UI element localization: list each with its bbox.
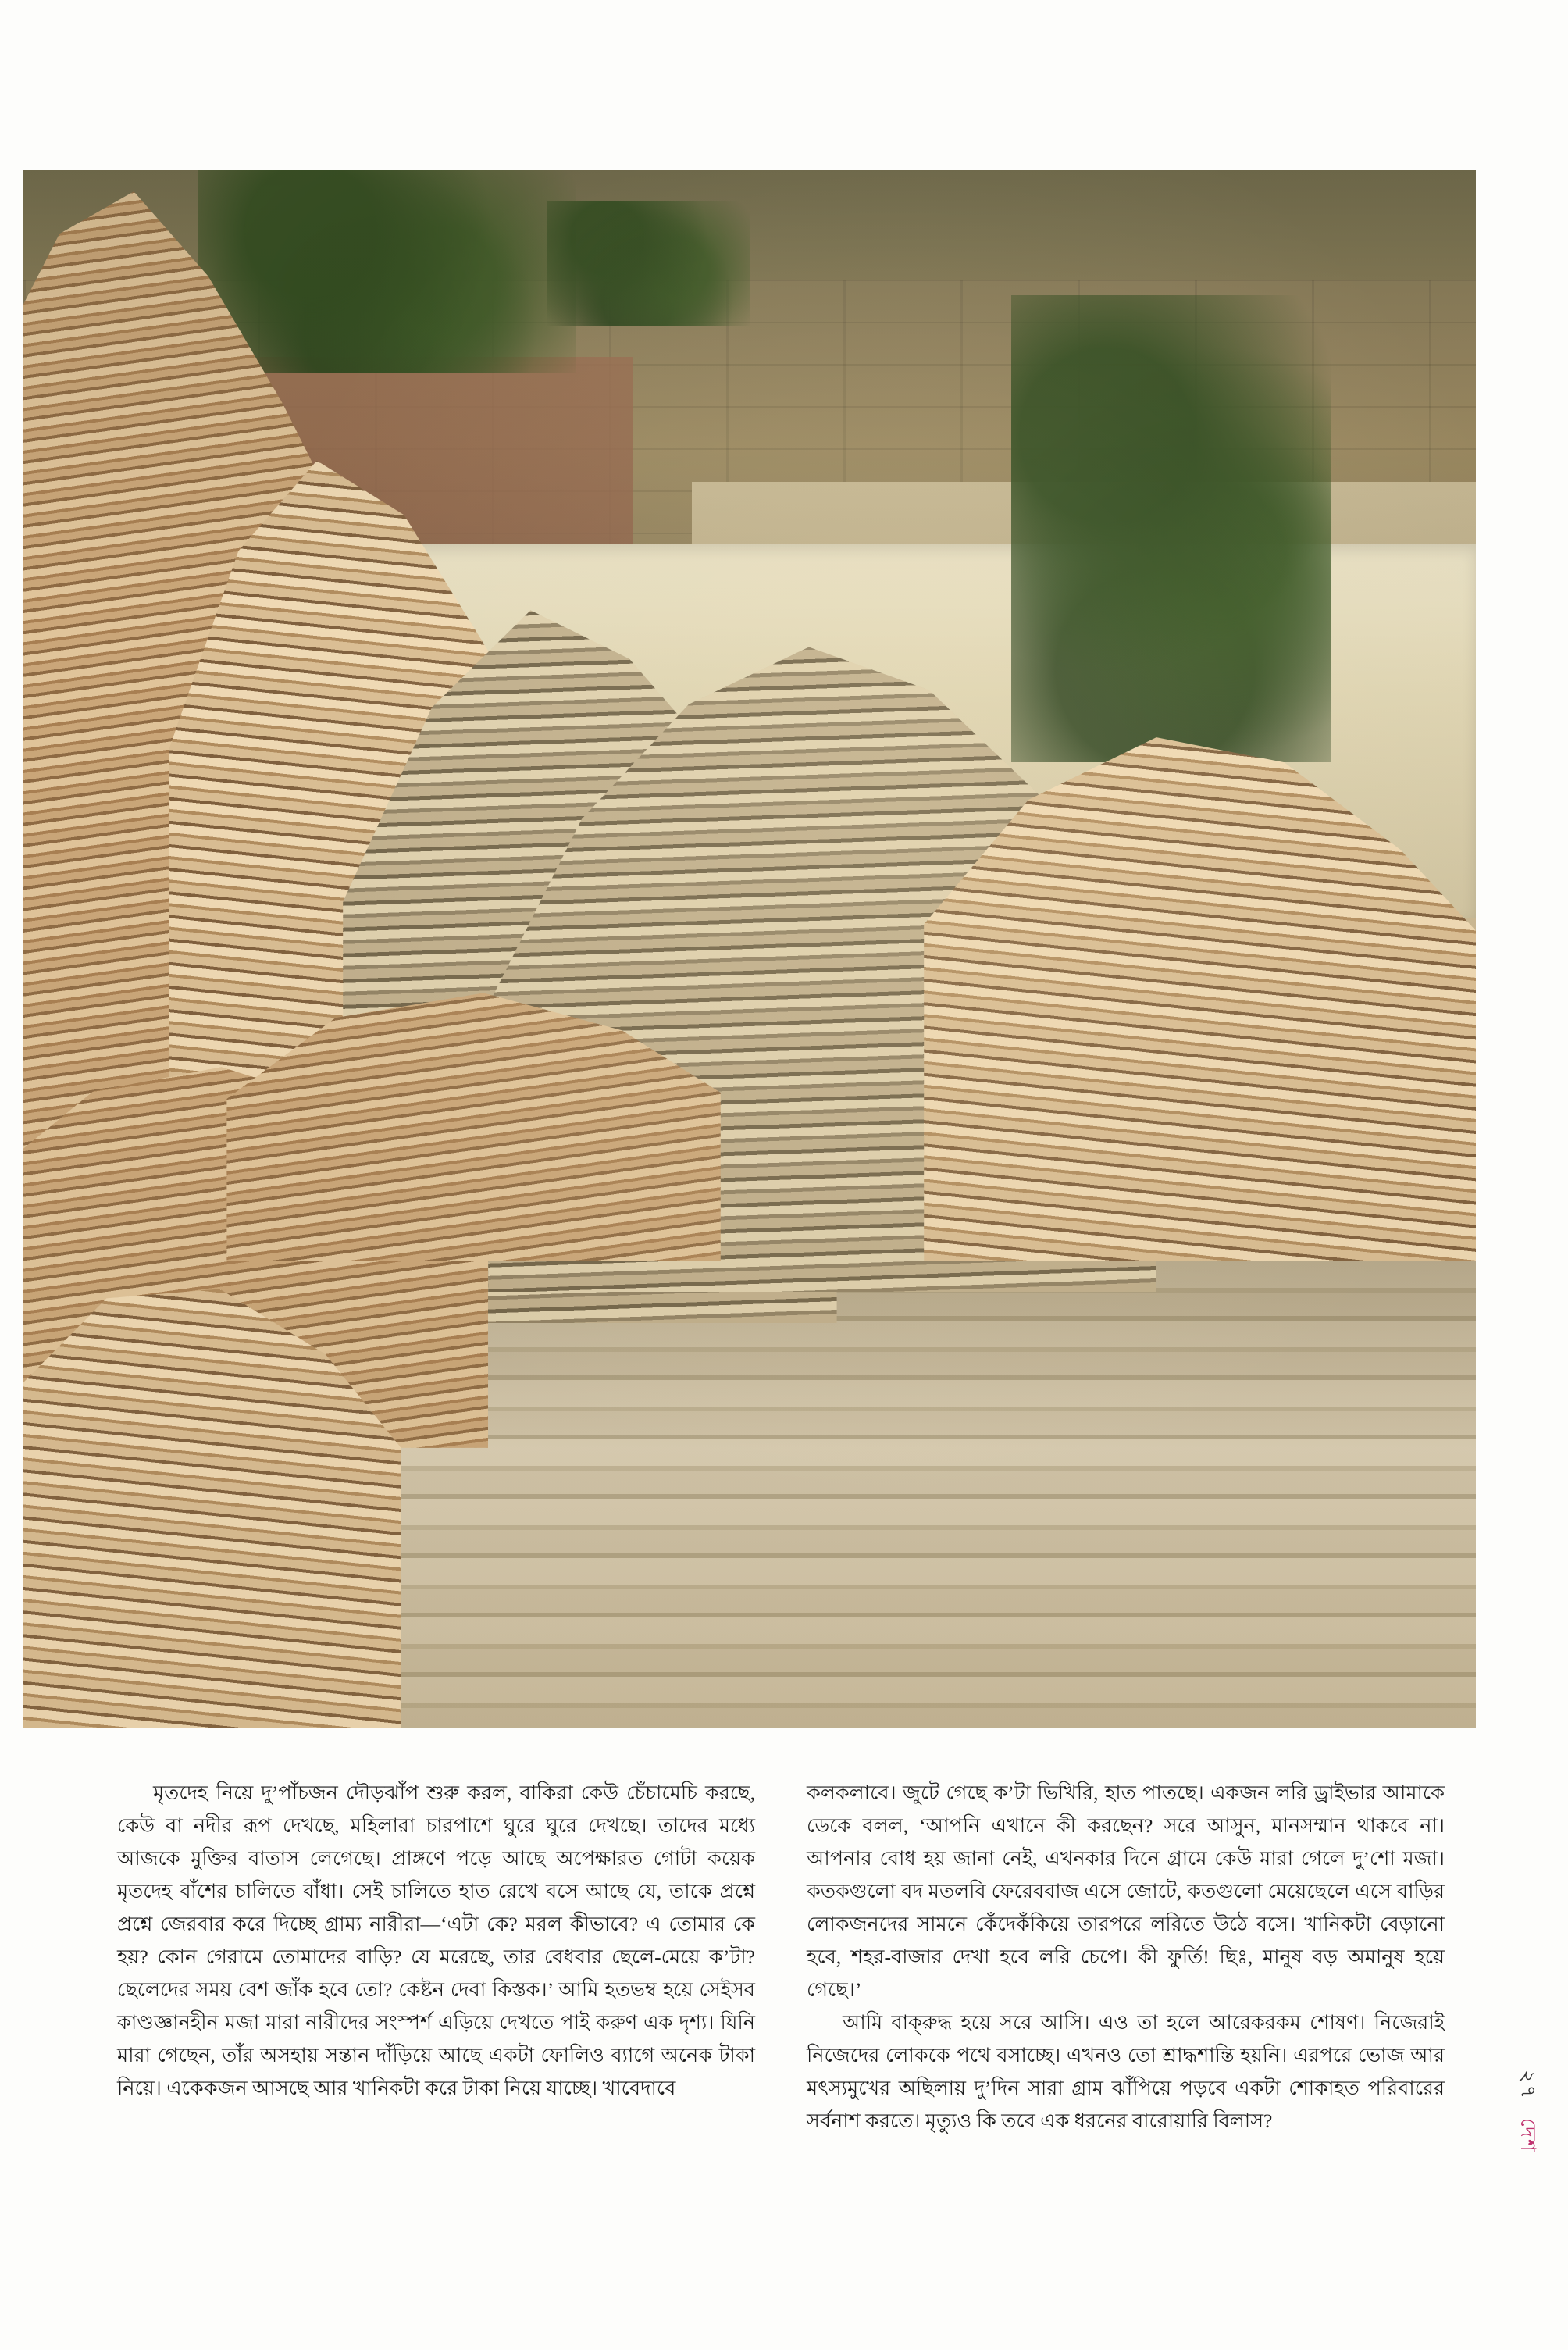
photo-foliage-left <box>198 170 576 373</box>
folio <box>1495 2070 1541 2153</box>
photo-foliage-right <box>1011 295 1331 763</box>
paragraph: মৃতদেহ নিয়ে দু’পাঁচজন দৌড়ঝাঁপ শুরু করল, বাকিরা কেউ চেঁচামেচি করছে, কেউ বা নদীর রূপ দেখছে, মহিলারা চারপাশে ঘুরে ঘুরে দেখছে। তাদের মধ্যে আজকে মুক্তির বাতাস লেগেছে। প্রাঙ্গণে পড়ে আছে অপেক্ষারত গোটা কয়েক মৃতদেহ বাঁশের চালিতে বাঁধা। সেই চালিতে হাত রেখে বসে আছে যে, তাকে প্রশ্নে প্রশ্নে জেরবার করে দিচ্ছে গ্রাম্য নারীরা—‘এটা কে? মরল কীভাবে? এ তোমার কে হয়? কোন গেরামে তোমাদের বাড়ি? যে মরেছে, তার বেধবার ছেলে-মেয়ে ক’টা? ছেলেদের সময় বেশ জাঁক হবে তো? কেষ্টন দেবা কিস্তক।’ আমি হতভম্ব হয়ে সেইসব কাণ্ডজ্ঞানহীন মজা মারা নারীদের সংস্পর্শ এড়িয়ে দেখতে পাই করুণ এক দৃশ্য। যিনি মারা গেছেন, তাঁর অসহায় সন্তান দাঁড়িয়ে আছে একটা ফোলিও ব্যাগে অনেক টাকা নিয়ে। একেকজন আসছে আর খানিকটা করে টাকা নিয়ে যাচ্ছে। খাবেদাবে <box>117 1781 755 2099</box>
photo-wood-piles-at-ghat <box>23 170 1476 1728</box>
page-number: ২৭ <box>1516 2070 1540 2101</box>
paragraph: আমি বাক্‌রুদ্ধ হয়ে সরে আসি। এও তা হলে আরেকরকম শোষণ। নিজেরাই নিজেদের লোককে পথে বসাচ্ছে। এখনও তো শ্রাদ্ধশান্তি হয়নি। এরপরে ভোজ আর মৎস্যমুখের অছিলায় দু’দিন সারা গ্রাম ঝাঁপিয়ে পড়বে একটা শোকাহত পরিবারের সর্বনাশ করতে। মৃত্যুও কি তবে এক ধরনের বারোয়ারি বিলাস? <box>807 2011 1445 2132</box>
magazine-name: দেশ <box>1516 2117 1540 2153</box>
article-body <box>117 1777 1445 2245</box>
text-column-right <box>807 1777 1445 2245</box>
photo-foliage-center <box>547 201 750 326</box>
text-column-left <box>117 1777 755 2245</box>
paragraph: কলকলাবে। জুটে গেছে ক’টা ভিখিরি, হাত পাতছে। একজন লরি ড্রাইভার আমাকে ডেকে বলল, ‘আপনি এখানে কী করছেন? সরে আসুন, মানসম্মান থাকবে না। আপনার বোধ হয় জানা নেই, এখনকার দিনে গ্রামে কেউ মারা গেলে দু’শো মজা। কতকগুলো বদ মতলবি ফেরেববাজ এসে জোটে, কতগুলো মেয়েছেলে এসে বাড়ির লোকজনদের সামনে কেঁদেকঁকিয়ে তারপরে লরিতে উঠে বসে। খানিকটা বেড়ানো হবে, শহর-বাজার দেখা হবে লরি চেপে। কী ফুর্তি! ছিঃ, মানুষ বড় অমানুষ হয়ে গেছে।’ <box>807 1781 1445 2001</box>
